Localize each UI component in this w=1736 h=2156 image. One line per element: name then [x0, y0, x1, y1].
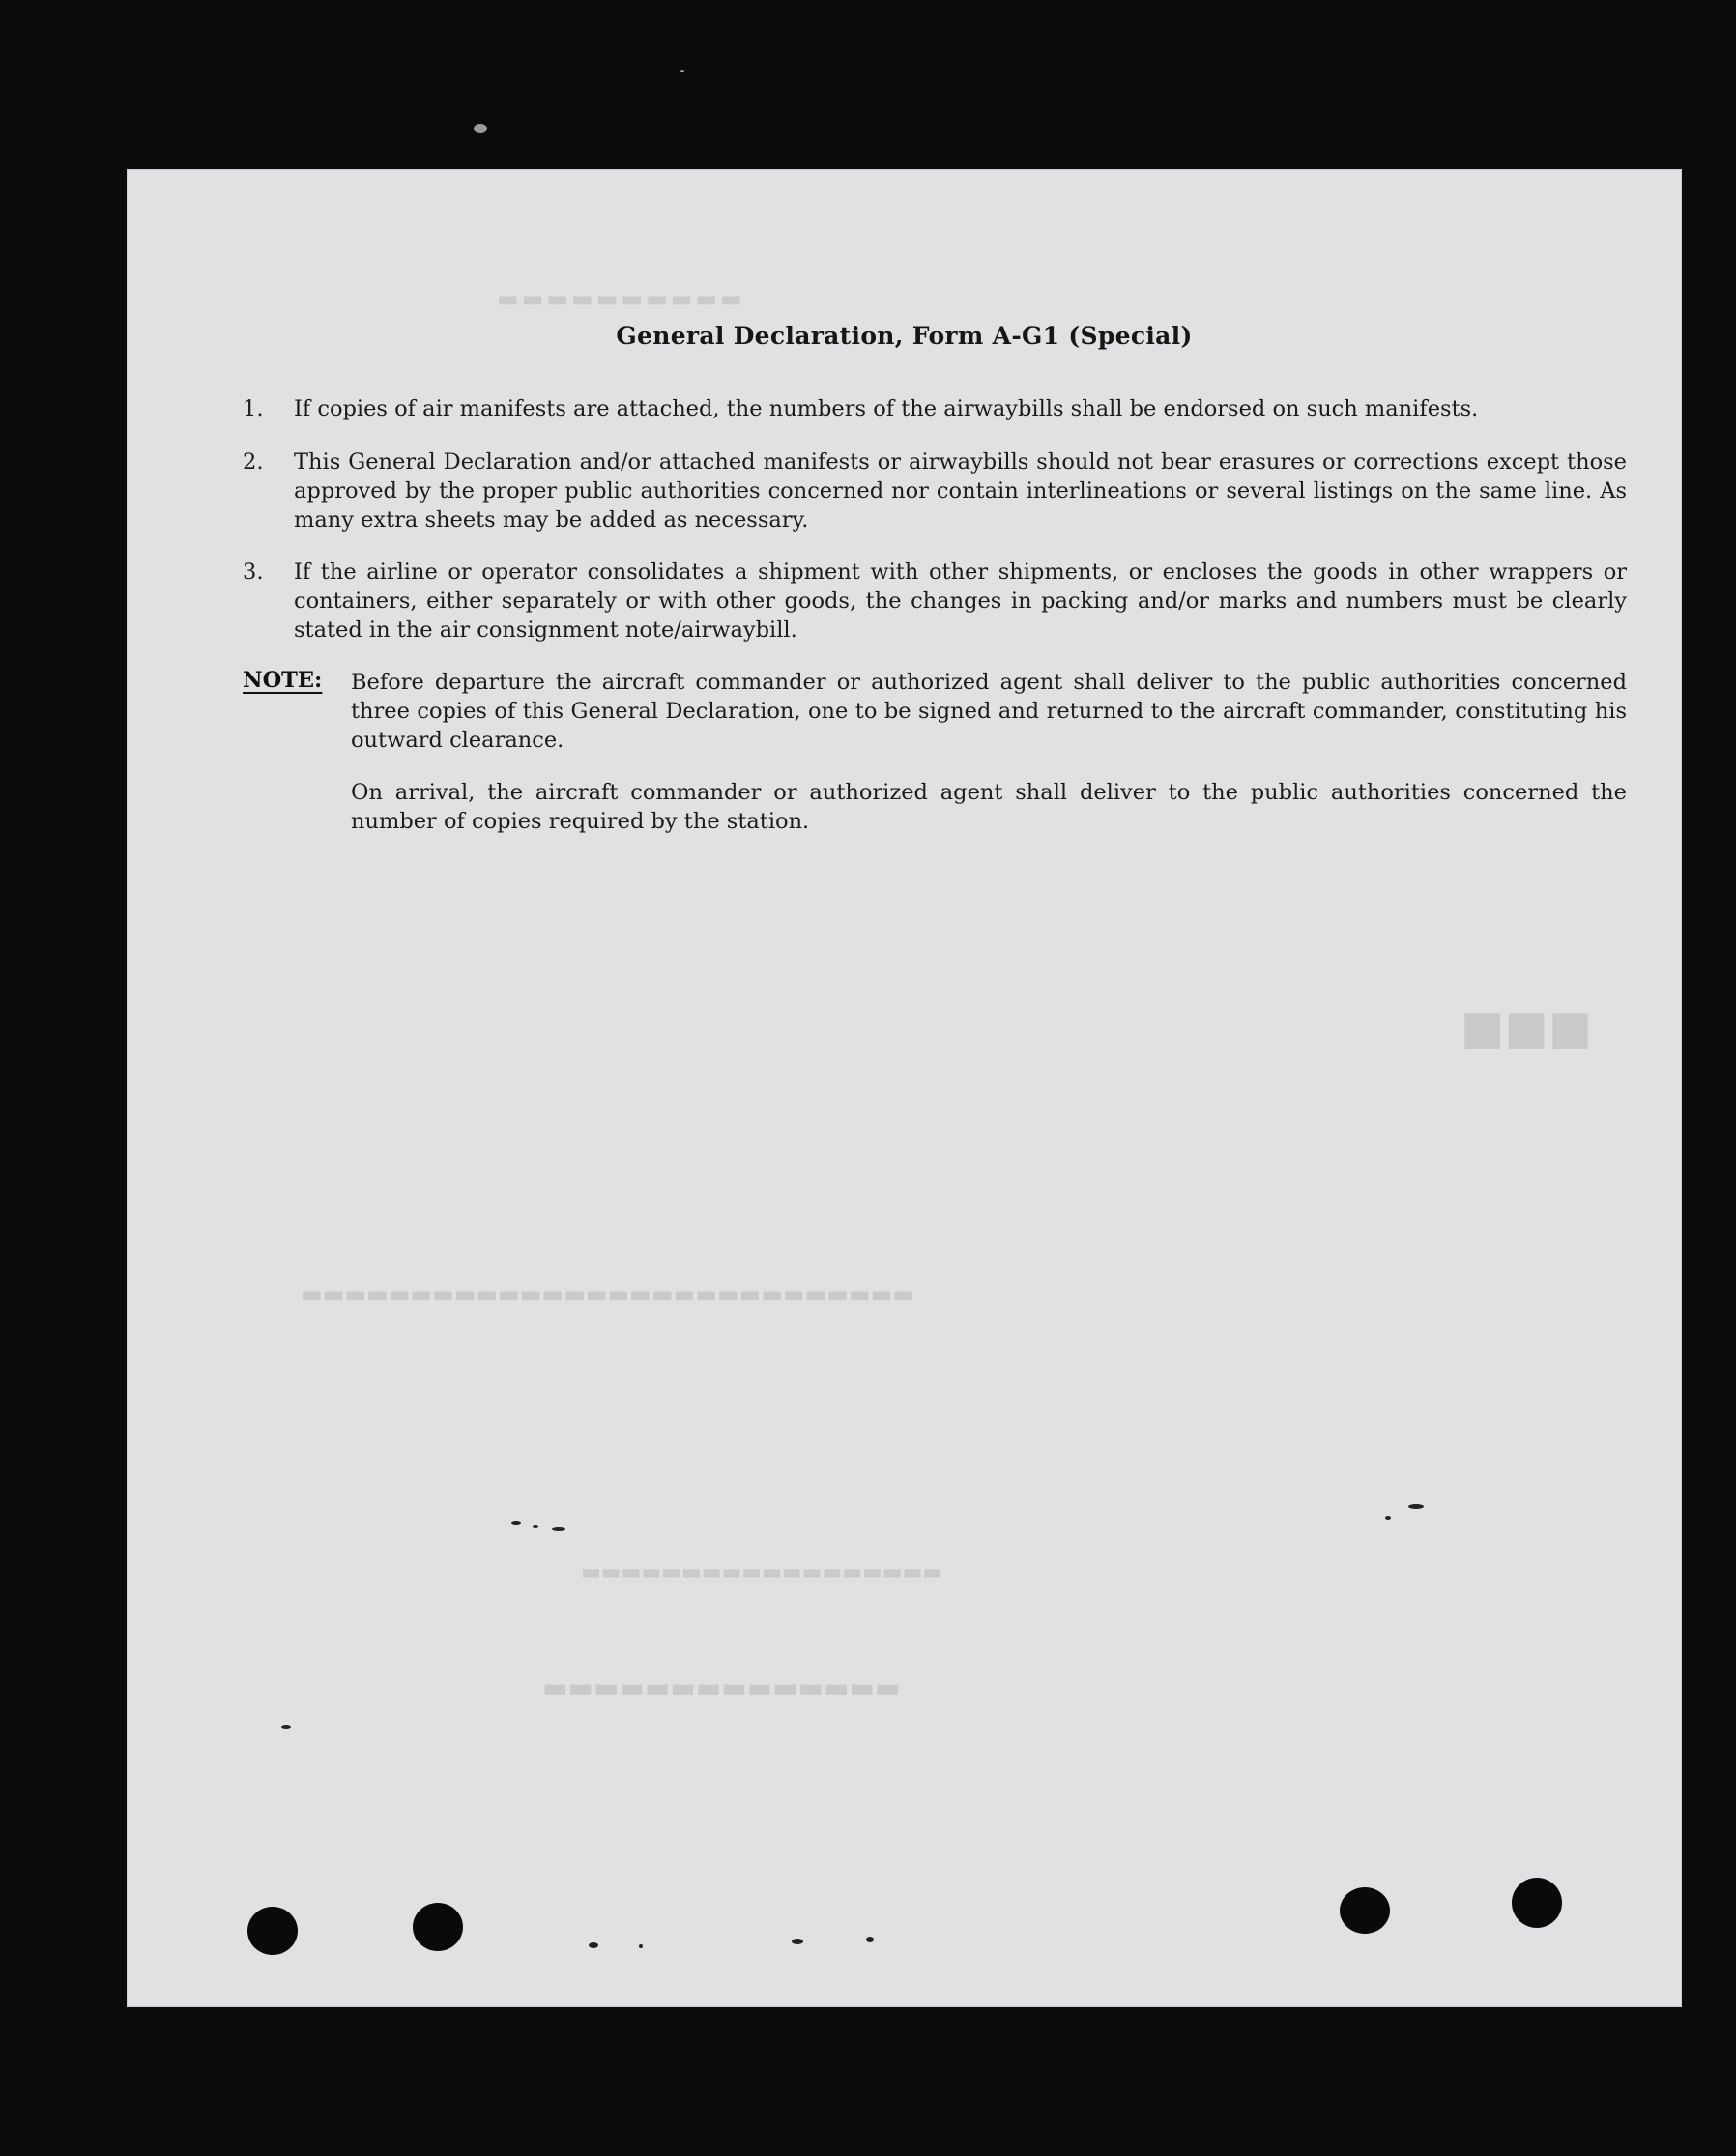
page-title: General Declaration, Form A-G1 (Special) — [616, 322, 1193, 350]
ink-speck — [533, 1525, 538, 1528]
ink-speck — [1408, 1504, 1424, 1509]
ink-speck — [552, 1527, 565, 1531]
bleed-through-mark: ▬▬▬▬▬▬▬▬▬▬▬▬▬▬▬▬▬▬▬▬▬▬▬▬▬▬▬▬ — [301, 1280, 914, 1308]
ink-speck — [1385, 1516, 1391, 1520]
bleed-through-mark: ▬▬▬▬▬▬▬▬▬▬ — [494, 285, 742, 312]
punch-hole — [1512, 1878, 1562, 1928]
item-text: If the airline or operator consolidates a shipment with other shipments, or encloses the goods in other wrappers or containers, either separately or with other goods, the changes in packing and/or marks and numbers must be clearly stated in the air consignment note/airwaybill. — [294, 560, 1627, 643]
item-number: 1. — [243, 396, 264, 421]
item-number: 3. — [243, 560, 264, 585]
punch-hole — [1340, 1887, 1390, 1934]
note-label: NOTE: — [243, 668, 323, 693]
ink-speck — [792, 1939, 803, 1944]
ink-speck — [281, 1725, 291, 1729]
bleed-through-mark: ▬▬▬▬▬▬▬▬▬▬▬▬▬▬▬▬▬▬ — [581, 1561, 943, 1585]
item-text: If copies of air manifests are attached, the numbers of the airwaybills shall be endorsed on such manifests. — [294, 396, 1479, 421]
ink-speck — [589, 1942, 598, 1948]
bleed-through-mark: ▬▬▬▬▬▬▬▬▬▬▬▬▬▬ — [542, 1672, 901, 1704]
punch-hole — [247, 1907, 298, 1955]
item-number: 2. — [243, 449, 264, 474]
ink-speck — [511, 1521, 521, 1525]
bleed-through-mark: ■■■ — [1461, 1000, 1593, 1054]
item-text: This General Declaration and/or attached manifests or airwaybills should not bear erasures or corrections except those approved by the proper public authorities concerned nor contain interlineations or several listings on the same line. As many extra sheets may be added as necessary. — [294, 449, 1627, 532]
document-page — [127, 169, 1682, 2007]
scan-speck — [680, 70, 684, 72]
punch-hole — [413, 1903, 463, 1951]
note-paragraph: Before departure the aircraft commander or authorized agent shall deliver to the public authorities concerned three copies of this General Declaration, one to be signed and returned to the aircraft commander, constituting his outward clearance. — [351, 670, 1627, 753]
ink-speck — [866, 1937, 874, 1942]
ink-speck — [639, 1944, 643, 1948]
note-paragraph: On arrival, the aircraft commander or authorized agent shall deliver to the public authorities concerned the number of copies required by the station. — [351, 780, 1627, 834]
scan-speck — [474, 124, 487, 133]
